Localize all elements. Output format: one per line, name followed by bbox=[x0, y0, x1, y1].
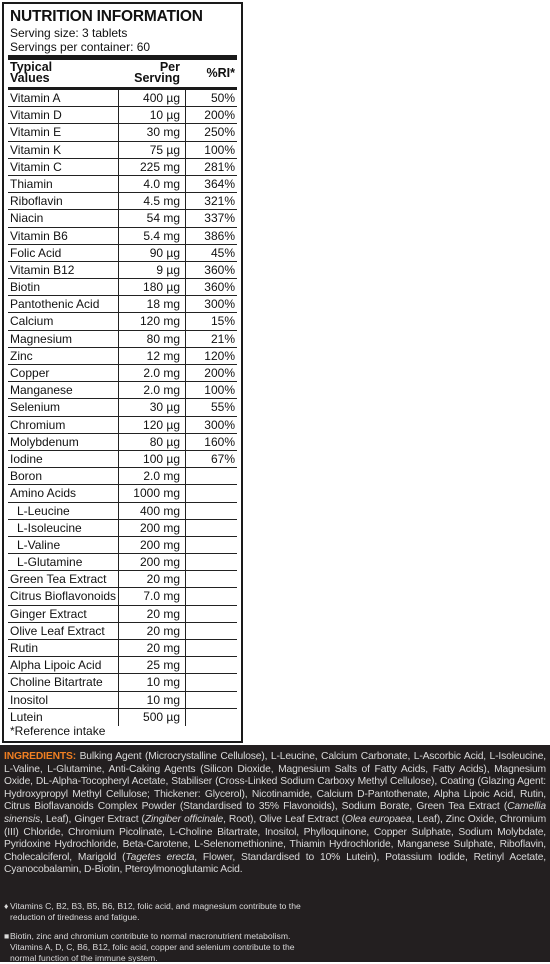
table-row bbox=[8, 107, 237, 124]
column-divider bbox=[118, 176, 119, 192]
nutrient-ri: 360% bbox=[204, 280, 235, 295]
nutrient-name: Vitamin B12 bbox=[10, 262, 75, 277]
header-typical-values: Typical Values bbox=[10, 60, 53, 85]
nutrient-name: Manganese bbox=[10, 383, 73, 398]
nutrient-amount: 54 mg bbox=[146, 211, 180, 226]
table-row bbox=[8, 365, 237, 382]
column-divider bbox=[118, 296, 119, 312]
nutrient-amount: 400 µg bbox=[143, 91, 180, 105]
nutrient-amount: 400 mg bbox=[139, 503, 180, 518]
nutrient-name: Chromium bbox=[10, 417, 66, 432]
table-row bbox=[8, 640, 237, 657]
column-divider bbox=[185, 313, 186, 329]
nutrient-ri: 50% bbox=[210, 91, 235, 105]
nutrient-name: L-Isoleucine bbox=[17, 520, 82, 535]
nutrient-ri: 200% bbox=[204, 366, 235, 380]
column-divider bbox=[118, 142, 119, 158]
table-row bbox=[8, 485, 237, 502]
column-divider bbox=[185, 640, 186, 656]
nutrient-name: Green Tea Extract bbox=[10, 572, 107, 587]
column-divider bbox=[118, 554, 119, 570]
square-icon: ■ bbox=[4, 931, 10, 941]
nutrient-name: Vitamin D bbox=[10, 108, 62, 123]
nutrient-ri: 337% bbox=[204, 211, 235, 226]
table-row bbox=[8, 382, 237, 399]
column-divider bbox=[185, 331, 186, 347]
nutrient-ri: 15% bbox=[210, 314, 235, 329]
column-divider bbox=[118, 468, 119, 484]
column-divider bbox=[185, 554, 186, 570]
table-row bbox=[8, 313, 237, 330]
column-divider bbox=[118, 571, 119, 587]
nutrient-amount: 2.0 mg bbox=[143, 383, 180, 398]
nutrient-amount: 10 mg bbox=[146, 692, 180, 707]
nutrient-amount: 20 mg bbox=[146, 623, 180, 638]
column-divider bbox=[118, 692, 119, 708]
column-divider bbox=[118, 228, 119, 244]
nutrient-name: Niacin bbox=[10, 211, 44, 226]
nutrient-amount: 30 µg bbox=[149, 400, 180, 415]
ingredient-text: , Leaf), Zinc Oxide, Chromium (III) Chloride, Chromium Picolinate, L-Choline Bitartrate, Inositol, Phylloquinone, Copper Sulphate, Sodium Molybdate, Pyridoxine Hydrochloride, Beta-Carotene, L-Selenomethionine, Thiamin Hydrochloride, Manganese Sulphate, Riboflavin, Cholecalciferol, Marigold ( bbox=[4, 813, 546, 863]
ingredient-text: Bulking Agent (Microcrystalline Cellulose), L-Leucine, Calcium Carbonate, L-Ascorbic Acid, L-Isoleucine, L-Valine, L-Glutamine, Anti-Caking Agents (Silicon Dioxide, Magnesium Salts of Fatty Acids, Fatty Acids), Magnesium Oxide, DL-Alpha-Tocopheryl Acetate, Stabiliser (Cross-Linked Sodium Carboxy Methyl Cellulose), Coating (Glazing Agent: Hydroxypropyl Methyl Cellulose; Thickener: Glycerol), Nicotinamide, Calcium D-Pantothenate, Alpha Lipoic Acid, Rutin, Citrus Bioflavanoids Complex Powder (Standardised to 35% Flavonoids), Sodium Borate, Green Tea Extract ( bbox=[4, 751, 546, 813]
ingredients-text bbox=[4, 751, 546, 877]
nutrient-name: Selenium bbox=[10, 400, 61, 415]
nutrient-name: Copper bbox=[10, 366, 50, 380]
nutrient-amount: 20 mg bbox=[146, 606, 180, 621]
nutrient-ri: 120% bbox=[204, 348, 235, 363]
column-divider bbox=[118, 90, 119, 106]
column-divider bbox=[118, 107, 119, 123]
column-divider bbox=[185, 692, 186, 708]
column-divider bbox=[185, 279, 186, 295]
table-row bbox=[8, 142, 237, 159]
column-divider bbox=[118, 331, 119, 347]
nutrient-amount: 225 mg bbox=[139, 159, 180, 174]
table-row bbox=[8, 245, 237, 262]
nutrient-ri: 55% bbox=[210, 400, 235, 415]
column-divider bbox=[185, 90, 186, 106]
footnote-diamond bbox=[4, 901, 304, 923]
column-divider bbox=[185, 382, 186, 398]
ingredients-label: INGREDIENTS: bbox=[4, 751, 76, 762]
nutrient-ri: 100% bbox=[204, 142, 235, 157]
nutrient-ri: 21% bbox=[210, 331, 235, 346]
nutrient-amount: 180 µg bbox=[143, 280, 180, 295]
ingredient-text: , Flower, Standardised to 10% Lutein), Potassium Iodide, Retinyl Acetate, Cyanocobalamin, D-Biotin, Pteroylmonoglutamic Acid. bbox=[4, 851, 546, 876]
nutrient-amount: 10 µg bbox=[149, 108, 180, 123]
column-divider bbox=[185, 485, 186, 501]
table-row bbox=[8, 468, 237, 485]
nutrition-panel bbox=[2, 2, 243, 743]
table-row bbox=[8, 537, 237, 554]
column-divider bbox=[185, 417, 186, 433]
diamond-icon: ♦ bbox=[4, 901, 9, 911]
nutrient-name: Iodine bbox=[10, 451, 43, 466]
nutrient-amount: 200 mg bbox=[139, 537, 180, 552]
footnote-text: Vitamins C, B2, B3, B5, B6, B12, folic acid, and magnesium contribute to the reduction of tiredness and fatigue. bbox=[10, 901, 301, 922]
nutrient-amount: 80 µg bbox=[149, 434, 180, 449]
nutrient-name: Calcium bbox=[10, 314, 54, 329]
nutrient-ri: 250% bbox=[204, 125, 235, 140]
nutrient-name: Inositol bbox=[10, 692, 49, 707]
column-divider bbox=[185, 296, 186, 312]
column-divider bbox=[185, 124, 186, 140]
column-divider bbox=[118, 657, 119, 673]
nutrient-amount: 20 mg bbox=[146, 572, 180, 587]
header-per-serving: Per Serving bbox=[134, 60, 180, 85]
nutrient-ri: 281% bbox=[204, 159, 235, 174]
column-divider bbox=[185, 210, 186, 226]
table-row bbox=[8, 657, 237, 674]
nutrient-name: L-Valine bbox=[17, 537, 61, 552]
nutrient-amount: 18 mg bbox=[146, 297, 180, 312]
nutrient-name: Amino Acids bbox=[10, 486, 77, 501]
panel-title: NUTRITION INFORMATION bbox=[10, 8, 203, 25]
ingredient-latin-name: Camellia sinensis bbox=[4, 801, 546, 825]
nutrient-name: Pantothenic Acid bbox=[10, 297, 100, 312]
nutrient-amount: 75 µg bbox=[149, 142, 180, 157]
nutrient-amount: 4.0 mg bbox=[143, 176, 180, 191]
nutrient-amount: 200 mg bbox=[139, 520, 180, 535]
nutrient-name: Boron bbox=[10, 469, 43, 484]
table-row bbox=[8, 193, 237, 210]
nutrient-ri: 67% bbox=[210, 451, 235, 466]
column-divider bbox=[185, 399, 186, 415]
nutrient-amount: 2.0 mg bbox=[143, 366, 180, 380]
table-row bbox=[8, 692, 237, 709]
column-divider bbox=[185, 606, 186, 622]
nutrient-name: L-Glutamine bbox=[17, 555, 83, 570]
nutrient-name: Thiamin bbox=[10, 176, 53, 191]
footnote-text: Biotin, zinc and chromium contribute to normal macronutrient metabolism. Vitamins A, D, C, B6, B12, folic acid, copper and selenium contribute to the normal function of the immune system. bbox=[10, 931, 295, 963]
ingredients-section bbox=[0, 745, 550, 962]
column-divider bbox=[185, 142, 186, 158]
nutrient-ri: 364% bbox=[204, 176, 235, 191]
nutrient-ri: 100% bbox=[204, 383, 235, 398]
nutrient-name: Biotin bbox=[10, 280, 41, 295]
table-row bbox=[8, 176, 237, 193]
column-divider bbox=[185, 709, 186, 726]
ingredient-latin-name: Olea europaea bbox=[344, 813, 412, 825]
nutrition-rows bbox=[8, 90, 237, 726]
table-row bbox=[8, 623, 237, 640]
reference-note: *Reference intake bbox=[10, 724, 106, 738]
nutrient-amount: 7.0 mg bbox=[143, 589, 180, 604]
column-divider bbox=[185, 537, 186, 553]
column-divider bbox=[118, 365, 119, 381]
nutrient-name: Choline Bitartrate bbox=[10, 675, 103, 690]
column-divider bbox=[118, 159, 119, 175]
nutrient-amount: 100 µg bbox=[143, 451, 180, 466]
column-divider bbox=[185, 176, 186, 192]
nutrient-name: Vitamin B6 bbox=[10, 228, 68, 243]
table-row bbox=[8, 520, 237, 537]
nutrient-name: Rutin bbox=[10, 641, 39, 655]
column-divider bbox=[185, 657, 186, 673]
nutrient-amount: 120 mg bbox=[139, 314, 180, 329]
column-divider bbox=[185, 262, 186, 278]
column-divider bbox=[185, 365, 186, 381]
nutrient-amount: 30 mg bbox=[146, 125, 180, 140]
nutrient-name: Alpha Lipoic Acid bbox=[10, 658, 102, 673]
nutrient-name: Vitamin K bbox=[10, 142, 62, 157]
table-row bbox=[8, 571, 237, 588]
column-divider bbox=[185, 674, 186, 690]
nutrient-name: L-Leucine bbox=[17, 503, 70, 518]
table-row bbox=[8, 262, 237, 279]
header-ri: %RI* bbox=[206, 66, 235, 80]
table-row bbox=[8, 210, 237, 227]
nutrient-name: Folic Acid bbox=[10, 245, 62, 260]
nutrient-ri: 160% bbox=[204, 434, 235, 449]
nutrient-amount: 2.0 mg bbox=[143, 469, 180, 484]
nutrient-amount: 9 µg bbox=[156, 262, 180, 277]
nutrient-name: Lutein bbox=[10, 709, 43, 724]
column-divider bbox=[118, 399, 119, 415]
nutrient-name: Olive Leaf Extract bbox=[10, 623, 105, 638]
column-divider bbox=[118, 434, 119, 450]
nutrient-name: Magnesium bbox=[10, 331, 73, 346]
column-divider bbox=[118, 245, 119, 261]
column-divider bbox=[118, 588, 119, 604]
column-divider bbox=[185, 348, 186, 364]
column-divider bbox=[118, 417, 119, 433]
column-divider bbox=[118, 537, 119, 553]
column-divider bbox=[118, 313, 119, 329]
nutrient-name: Vitamin C bbox=[10, 159, 62, 174]
nutrient-amount: 12 mg bbox=[146, 348, 180, 363]
column-divider bbox=[185, 451, 186, 467]
table-row bbox=[8, 124, 237, 141]
column-divider bbox=[118, 485, 119, 501]
table-row bbox=[8, 331, 237, 348]
nutrient-name: Citrus Bioflavonoids bbox=[10, 589, 117, 604]
nutrient-name: Zinc bbox=[10, 348, 33, 363]
table-row bbox=[8, 588, 237, 605]
column-divider bbox=[118, 348, 119, 364]
column-divider bbox=[118, 709, 119, 726]
nutrient-ri: 45% bbox=[210, 245, 235, 260]
ingredient-text: , Leaf), Ginger Extract ( bbox=[40, 813, 145, 825]
table-row bbox=[8, 417, 237, 434]
nutrient-amount: 90 µg bbox=[149, 245, 180, 260]
nutrient-ri: 300% bbox=[204, 417, 235, 432]
table-row bbox=[8, 434, 237, 451]
column-divider bbox=[118, 451, 119, 467]
column-divider bbox=[185, 520, 186, 536]
nutrient-ri: 386% bbox=[204, 228, 235, 243]
nutrient-amount: 500 µg bbox=[143, 709, 180, 724]
table-header bbox=[8, 59, 237, 87]
nutrient-ri: 360% bbox=[204, 262, 235, 277]
nutrient-amount: 4.5 mg bbox=[143, 194, 180, 209]
column-divider bbox=[185, 623, 186, 639]
column-divider bbox=[185, 434, 186, 450]
column-divider bbox=[118, 520, 119, 536]
nutrient-amount: 25 mg bbox=[146, 658, 180, 673]
column-divider bbox=[185, 159, 186, 175]
nutrient-amount: 10 mg bbox=[146, 675, 180, 690]
servings-per-container: Servings per container: 60 bbox=[10, 40, 151, 54]
column-divider bbox=[118, 193, 119, 209]
table-row bbox=[8, 674, 237, 691]
ingredient-latin-name: Zingiber officinale bbox=[144, 813, 224, 825]
nutrient-name: Vitamin A bbox=[10, 91, 61, 105]
table-row bbox=[8, 451, 237, 468]
table-row bbox=[8, 503, 237, 520]
column-divider bbox=[185, 503, 186, 519]
table-row bbox=[8, 296, 237, 313]
nutrient-amount: 120 µg bbox=[143, 417, 180, 432]
nutrient-amount: 80 mg bbox=[146, 331, 180, 346]
table-row bbox=[8, 228, 237, 245]
column-divider bbox=[185, 245, 186, 261]
table-row bbox=[8, 399, 237, 416]
nutrient-ri: 200% bbox=[204, 108, 235, 123]
nutrient-ri: 300% bbox=[204, 297, 235, 312]
nutrient-amount: 5.4 mg bbox=[143, 228, 180, 243]
column-divider bbox=[185, 107, 186, 123]
column-divider bbox=[185, 588, 186, 604]
column-divider bbox=[118, 210, 119, 226]
column-divider bbox=[118, 503, 119, 519]
ingredient-text: , Root), Olive Leaf Extract ( bbox=[223, 813, 345, 825]
column-divider bbox=[118, 124, 119, 140]
column-divider bbox=[118, 640, 119, 656]
column-divider bbox=[118, 623, 119, 639]
table-row bbox=[8, 348, 237, 365]
nutrient-name: Riboflavin bbox=[10, 194, 63, 209]
nutrient-name: Molybdenum bbox=[10, 434, 79, 449]
nutrient-amount: 200 mg bbox=[139, 555, 180, 570]
table-row bbox=[8, 554, 237, 571]
nutrient-name: Vitamin E bbox=[10, 125, 62, 140]
nutrient-amount: 20 mg bbox=[146, 641, 180, 655]
table-row bbox=[8, 159, 237, 176]
footnote-square bbox=[4, 931, 304, 964]
table-row bbox=[8, 279, 237, 296]
column-divider bbox=[185, 228, 186, 244]
column-divider bbox=[118, 674, 119, 690]
table-row bbox=[8, 606, 237, 623]
table-row bbox=[8, 90, 237, 107]
column-divider bbox=[185, 468, 186, 484]
column-divider bbox=[118, 279, 119, 295]
column-divider bbox=[185, 193, 186, 209]
nutrient-ri: 321% bbox=[204, 194, 235, 209]
column-divider bbox=[185, 571, 186, 587]
column-divider bbox=[118, 382, 119, 398]
serving-size: Serving size: 3 tablets bbox=[10, 26, 128, 40]
column-divider bbox=[118, 606, 119, 622]
column-divider bbox=[118, 262, 119, 278]
ingredient-latin-name: Tagetes erecta bbox=[125, 851, 195, 863]
nutrient-name: Ginger Extract bbox=[10, 606, 87, 621]
nutrient-amount: 1000 mg bbox=[133, 486, 180, 501]
